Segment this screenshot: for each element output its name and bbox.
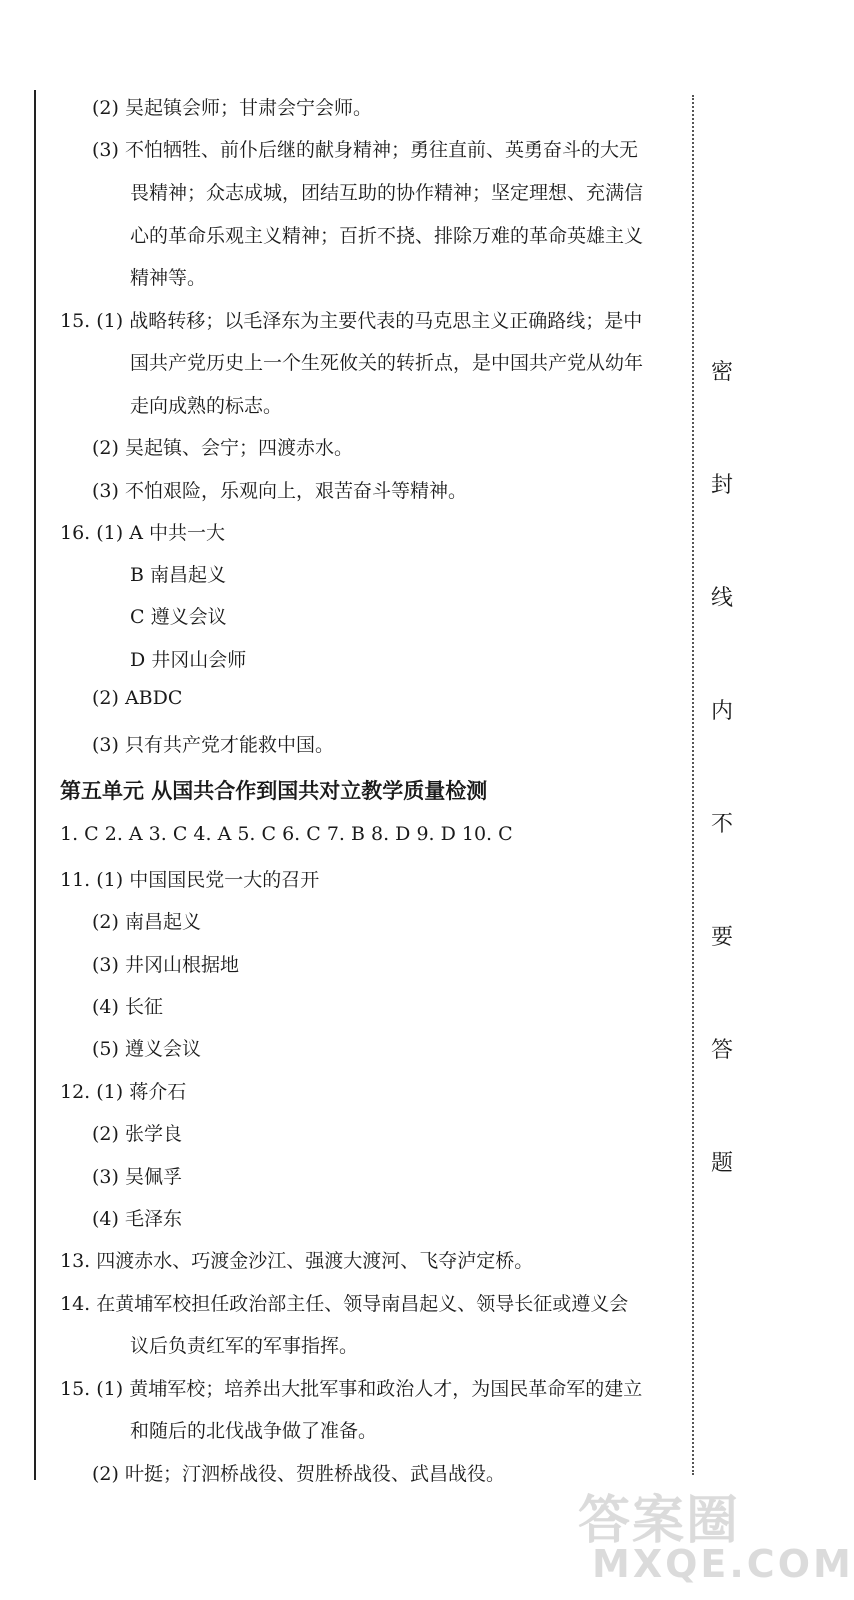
answer-line: (4) 毛泽东 [92, 1208, 182, 1230]
answer-line: (3) 只有共产党才能救中国。 [92, 734, 334, 756]
answer-line: (2) 吴起镇会师；甘肃会宁会师。 [92, 97, 372, 119]
seal-char: 内 [710, 699, 733, 724]
seal-char: 封 [710, 473, 733, 498]
answer-line: (2) 张学良 [92, 1123, 182, 1145]
answer-line: 和随后的北伐战争做了准备。 [130, 1420, 378, 1442]
answer-line: 15. (1) 黄埔军校；培养出大批军事和政治人才，为国民革命军的建立 [60, 1378, 643, 1400]
answer-line: 1. C 2. A 3. C 4. A 5. C 6. C 7. B 8. D 9. D 10. C [60, 823, 513, 845]
answer-line: B 南昌起义 [130, 564, 227, 586]
answer-line: (3) 不怕艰险，乐观向上，艰苦奋斗等精神。 [92, 480, 467, 502]
answer-line: 11. (1) 中国国民党一大的召开 [60, 869, 320, 891]
answer-line: D 井冈山会师 [130, 649, 247, 671]
section-heading: 第五单元 从国共合作到国共对立教学质量检测 [60, 779, 488, 803]
answer-line: 走向成熟的标志。 [130, 395, 283, 417]
left-margin-rule [34, 90, 36, 1480]
seal-char: 密 [710, 360, 733, 385]
seal-char: 线 [710, 586, 733, 611]
answer-line: (2) 吴起镇、会宁；四渡赤水。 [92, 437, 353, 459]
answer-line: 13. 四渡赤水、巧渡金沙江、强渡大渡河、飞夺泸定桥。 [60, 1250, 534, 1272]
watermark-logo [578, 1478, 854, 1598]
answer-line: (5) 遵义会议 [92, 1038, 201, 1060]
answer-line: 15. (1) 战略转移；以毛泽东为主要代表的马克思主义正确路线；是中 [60, 310, 643, 332]
watermark-url: MXQE.COM [592, 1542, 854, 1586]
watermark-text: 答案圈 [578, 1491, 741, 1551]
answer-line: (2) 叶挺；汀泗桥战役、贺胜桥战役、武昌战役。 [92, 1463, 505, 1485]
answer-line: 精神等。 [130, 267, 207, 289]
seal-char: 答 [710, 1038, 733, 1063]
seal-dotted-line [692, 95, 694, 1475]
seal-char: 题 [710, 1151, 733, 1176]
answer-line: 12. (1) 蒋介石 [60, 1081, 187, 1103]
seal-char: 要 [710, 925, 733, 950]
answer-line: (2) ABDC [92, 687, 183, 709]
answer-line: (3) 不怕牺牲、前仆后继的献身精神；勇往直前、英勇奋斗的大无 [92, 139, 638, 161]
answer-line: (3) 井冈山根据地 [92, 954, 239, 976]
answer-line: 国共产党历史上一个生死攸关的转折点，是中国共产党从幼年 [130, 352, 644, 374]
answer-line: (2) 南昌起义 [92, 911, 201, 933]
answer-line: 14. 在黄埔军校担任政治部主任、领导南昌起义、领导长征或遵义会 [60, 1293, 629, 1315]
answer-line: C 遵义会议 [130, 606, 227, 628]
answer-line: 16. (1) A 中共一大 [60, 522, 225, 544]
answer-line: (4) 长征 [92, 996, 163, 1018]
answer-line: 畏精神；众志成城，团结互助的协作精神；坚定理想、充满信 [130, 182, 644, 204]
answer-line: 议后负责红军的军事指挥。 [130, 1335, 359, 1357]
answer-line: 心的革命乐观主义精神；百折不挠、排除万难的革命英雄主义 [130, 225, 644, 247]
answer-line: (3) 吴佩孚 [92, 1166, 182, 1188]
seal-char: 不 [710, 812, 733, 837]
